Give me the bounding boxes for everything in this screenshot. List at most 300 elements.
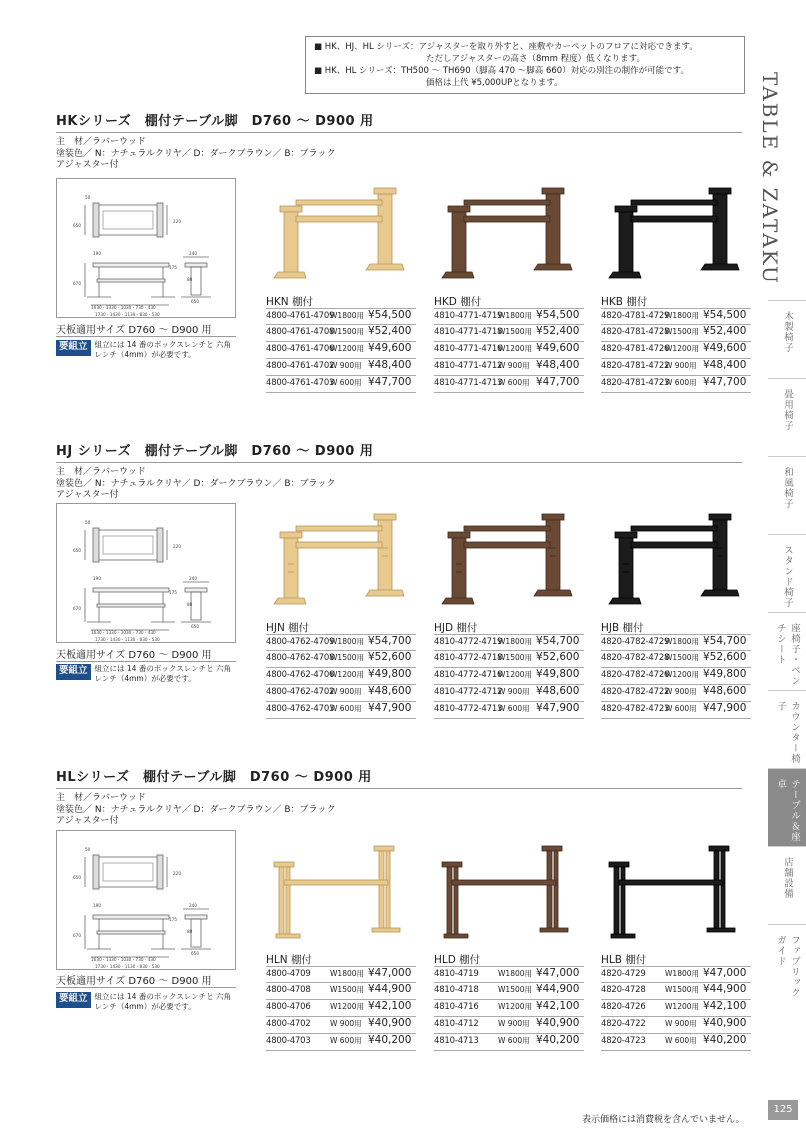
size-label: W1200用: [330, 670, 365, 679]
dimension-label: 1730・1430・1130・830・530: [95, 312, 160, 317]
product-code: 4800-4708: [266, 985, 311, 995]
dimension-label: 1630・1330・1030・730・430: [91, 957, 156, 962]
price-row: [601, 702, 751, 719]
dimension-label: 190: [93, 251, 101, 256]
price-value: ¥42,100: [703, 1000, 747, 1012]
price-row: [434, 651, 584, 668]
size-label: W1800用: [665, 637, 700, 646]
product-code: 4800-4762-4709: [266, 637, 335, 647]
size-label: W1500用: [498, 327, 533, 336]
product-code: 4810-4772-4719: [434, 637, 503, 647]
material-text: 主 材／ラバーウッド: [56, 137, 146, 147]
table-leg-photo: [434, 508, 582, 620]
price-value: ¥52,400: [368, 325, 412, 337]
price-row: [601, 325, 751, 342]
price-row: [601, 1017, 751, 1034]
product-code: 4810-4772-4713: [434, 704, 503, 714]
product-code: 4820-4781-4726: [601, 344, 670, 354]
price-row: [434, 634, 584, 651]
dimension-drawing: [56, 178, 236, 318]
price-value: ¥52,600: [703, 651, 747, 663]
price-value: ¥47,000: [536, 967, 580, 979]
side-nav-label: 木製椅子: [782, 311, 793, 353]
product-code: 4810-4713: [434, 1036, 479, 1046]
side-nav-item[interactable]: [768, 378, 806, 456]
size-label: W 900用: [330, 687, 362, 696]
product-code: 4820-4728: [601, 985, 646, 995]
side-nav-label: テーブル＆座卓: [775, 779, 800, 842]
table-leg-photo: [601, 840, 749, 952]
category-side-nav: [768, 300, 806, 1002]
size-label: W 900用: [498, 361, 530, 370]
size-label: W 900用: [330, 361, 362, 370]
product-code: 4800-4762-4702: [266, 687, 335, 697]
size-label: W1500用: [665, 653, 700, 662]
fit-divider: [56, 661, 236, 662]
fit-divider: [56, 336, 236, 337]
price-value: ¥48,600: [536, 685, 580, 697]
product-section-hl: [56, 766, 747, 1056]
table-leg-photo: [266, 840, 414, 952]
side-nav-label: 店舗設備: [782, 857, 793, 899]
size-label: W 600用: [665, 1036, 697, 1045]
dimension-label: 670: [73, 606, 81, 611]
product-code: 4820-4729: [601, 969, 646, 979]
product-code: 4810-4772-4716: [434, 670, 503, 680]
dimension-drawing-svg: [57, 179, 237, 319]
price-row: [601, 966, 751, 983]
price-row: [434, 1034, 584, 1051]
side-nav-label: 座椅子・ベンチシート: [775, 623, 800, 686]
adjuster-text: アジャスター付: [56, 160, 119, 170]
price-value: ¥54,700: [703, 635, 747, 647]
product-name: HLD 棚付: [434, 954, 481, 966]
price-row: [266, 685, 416, 702]
section-title: HJ シリーズ 棚付テーブル脚 D760 〜 D900 用: [56, 444, 374, 459]
dimension-label: 80: [187, 929, 193, 934]
assembly-text: 組立には 14 番のボックスレンチと 六角レンチ（4mm）が必要です。: [94, 992, 231, 1011]
dimension-label: 240: [189, 251, 197, 256]
size-label: W1800用: [498, 637, 533, 646]
finish-text: 塗装色／ N：ナチュラルクリヤ／ D：ダークブラウン／ B：ブラック: [56, 804, 336, 815]
size-label: W1200用: [665, 670, 700, 679]
dimension-label: 1730・1430・1130・830・530: [95, 964, 160, 969]
price-list: [601, 634, 751, 719]
dimension-label: 1630・1330・1030・730・430: [91, 305, 156, 310]
size-label: W 900用: [498, 687, 530, 696]
price-row: [266, 376, 416, 393]
product-code: 4820-4781-4729: [601, 311, 670, 321]
side-nav-item[interactable]: [768, 612, 806, 690]
page-number: 125: [768, 1100, 798, 1120]
product-code: 4800-4762-4708: [266, 653, 335, 663]
spec-block: [56, 137, 742, 172]
price-row: [601, 308, 751, 325]
product-code: 4800-4762-4703: [266, 704, 335, 714]
size-label: W1500用: [498, 653, 533, 662]
price-row: [266, 702, 416, 719]
dimension-label: 190: [93, 903, 101, 908]
section-title: HLシリーズ 棚付テーブル脚 D760 〜 D900 用: [56, 770, 372, 785]
dimension-label: 50: [85, 520, 91, 525]
dimension-label: 650: [73, 548, 81, 553]
size-label: W 900用: [665, 361, 697, 370]
side-nav-label: 和風椅子: [782, 467, 793, 509]
table-leg-photo: [266, 182, 414, 294]
dimension-label: 1730・1430・1130・830・530: [95, 637, 160, 642]
price-value: ¥40,200: [703, 1034, 747, 1046]
material-text: 主 材／ラバーウッド: [56, 793, 146, 803]
price-row: [434, 966, 584, 983]
dimension-label: 650: [73, 875, 81, 880]
price-row: [266, 966, 416, 983]
side-nav-label: カウンター椅子: [775, 701, 800, 764]
product-section-hk: [56, 110, 747, 400]
category-title-text: TABLE & ZATAKU: [758, 72, 782, 285]
price-list: [266, 966, 416, 1051]
price-list: [434, 308, 584, 393]
dimension-label: 650: [191, 299, 199, 304]
assembly-note: [56, 664, 236, 684]
finish-text: 塗装色／ N：ナチュラルクリヤ／ D：ダークブラウン／ B：ブラック: [56, 148, 336, 159]
price-row: [601, 1034, 751, 1051]
price-value: ¥47,900: [368, 702, 412, 714]
table-leg-photo: [434, 182, 582, 294]
dimension-label: 220: [173, 544, 181, 549]
material-text: 主 材／ラバーウッド: [56, 467, 146, 477]
product-code: 4820-4781-4723: [601, 378, 670, 388]
size-label: W1800用: [665, 311, 700, 320]
price-value: ¥42,100: [536, 1000, 580, 1012]
product-code: 4800-4761-4706: [266, 344, 335, 354]
price-value: ¥54,500: [368, 309, 412, 321]
size-label: W1200用: [498, 670, 533, 679]
price-row: [266, 359, 416, 376]
price-row: [266, 342, 416, 359]
price-row: [266, 668, 416, 685]
side-nav-label: 畳用椅子: [782, 389, 793, 431]
vertical-category-title: [752, 72, 802, 312]
product-name: HJB 棚付: [601, 622, 644, 634]
side-nav-label: スタンド椅子: [782, 545, 793, 608]
dimension-label: 50: [85, 847, 91, 852]
dimension-label: 50: [85, 195, 91, 200]
section-title: HKシリーズ 棚付テーブル脚 D760 〜 D900 用: [56, 114, 374, 129]
price-value: ¥47,900: [703, 702, 747, 714]
table-leg-photo: [266, 508, 414, 620]
product-code: 4820-4782-4729: [601, 637, 670, 647]
section-divider: [56, 132, 742, 133]
price-value: ¥52,600: [368, 651, 412, 663]
price-value: ¥48,400: [368, 359, 412, 371]
price-row: [266, 1034, 416, 1051]
product-code: 4800-4762-4706: [266, 670, 335, 680]
product-code: 4800-4702: [266, 1019, 311, 1029]
price-value: ¥49,600: [368, 342, 412, 354]
price-list: [266, 634, 416, 719]
price-value: ¥40,900: [368, 1017, 412, 1029]
product-code: 4800-4761-4702: [266, 361, 335, 371]
price-value: ¥47,000: [368, 967, 412, 979]
size-label: W1500用: [665, 985, 700, 994]
product-code: 4810-4771-4719: [434, 311, 503, 321]
price-value: ¥54,500: [536, 309, 580, 321]
price-value: ¥54,700: [536, 635, 580, 647]
product-name: HLB 棚付: [601, 954, 647, 966]
assembly-text: 組立には 14 番のボックスレンチと 六角レンチ（4mm）が必要です。: [94, 664, 231, 683]
size-label: W1200用: [498, 1002, 533, 1011]
product-code: 4810-4771-4716: [434, 344, 503, 354]
dimension-label: 190: [93, 576, 101, 581]
size-label: W 900用: [330, 1019, 362, 1028]
notice-box: [305, 36, 745, 94]
size-label: W1500用: [330, 653, 365, 662]
price-row: [434, 376, 584, 393]
dimension-label: 80: [187, 277, 193, 282]
price-value: ¥52,400: [536, 325, 580, 337]
product-code: 4810-4712: [434, 1019, 479, 1029]
dimension-label: 650: [191, 951, 199, 956]
product-code: 4820-4782-4728: [601, 653, 670, 663]
size-label: W 600用: [330, 1036, 362, 1045]
notice-line: ■ HK、HJ、HL シリーズ：アジャスターを取り外すと、座敷やカーペットのフロアに対応できます。: [314, 42, 698, 52]
dimension-drawing: [56, 503, 236, 643]
price-value: ¥49,600: [703, 342, 747, 354]
price-list: [434, 966, 584, 1051]
size-label: W1200用: [330, 1002, 365, 1011]
dimension-drawing-svg: [57, 504, 237, 644]
price-value: ¥47,700: [368, 376, 412, 388]
product-code: 4800-4761-4703: [266, 378, 335, 388]
notice-line: ただしアジャスターの高さ（8mm 程度）低くなります。: [426, 54, 645, 64]
price-value: ¥48,400: [703, 359, 747, 371]
size-label: W 900用: [665, 1019, 697, 1028]
price-row: [266, 1017, 416, 1034]
product-code: 4820-4782-4722: [601, 687, 670, 697]
size-label: W 900用: [498, 1019, 530, 1028]
price-row: [266, 308, 416, 325]
product-code: 4800-4706: [266, 1002, 311, 1012]
assembly-note: [56, 992, 236, 1012]
product-section-hj: [56, 440, 747, 730]
price-row: [434, 325, 584, 342]
price-row: [434, 1017, 584, 1034]
price-list: [601, 966, 751, 1051]
size-label: W1500用: [498, 985, 533, 994]
adjuster-text: アジャスター付: [56, 816, 119, 826]
size-label: W1800用: [665, 969, 700, 978]
product-code: 4820-4782-4723: [601, 704, 670, 714]
price-value: ¥47,700: [536, 376, 580, 388]
fit-size-text: 天板適用サイズ D760 〜 D900 用: [56, 650, 212, 661]
side-nav-item[interactable]: [768, 300, 806, 378]
price-row: [434, 1000, 584, 1017]
side-nav-item[interactable]: [768, 690, 806, 768]
tax-note: 表示価格には消費税を含んでいません。: [582, 1115, 745, 1125]
product-name: HKD 棚付: [434, 296, 482, 308]
size-label: W 600用: [665, 704, 697, 713]
size-label: W1800用: [498, 311, 533, 320]
price-value: ¥40,200: [536, 1034, 580, 1046]
price-value: ¥40,900: [536, 1017, 580, 1029]
price-value: ¥54,500: [703, 309, 747, 321]
price-row: [434, 359, 584, 376]
price-row: [601, 685, 751, 702]
price-value: ¥49,800: [536, 668, 580, 680]
price-value: ¥44,900: [703, 983, 747, 995]
assembly-required-badge: 要組立: [56, 340, 91, 356]
price-value: ¥47,700: [703, 376, 747, 388]
price-row: [601, 668, 751, 685]
dimension-label: 240: [189, 903, 197, 908]
product-code: 4810-4772-4712: [434, 687, 503, 697]
price-list: [601, 308, 751, 393]
side-nav-item[interactable]: [768, 924, 806, 1002]
product-code: 4810-4771-4712: [434, 361, 503, 371]
dimension-label: 650: [191, 624, 199, 629]
price-row: [434, 308, 584, 325]
size-label: W 600用: [330, 704, 362, 713]
product-name: HJN 棚付: [266, 622, 310, 634]
product-code: 4810-4772-4718: [434, 653, 503, 663]
size-label: W 900用: [665, 687, 697, 696]
size-label: W1800用: [330, 311, 365, 320]
product-code: 4800-4703: [266, 1036, 311, 1046]
fit-size-text: 天板適用サイズ D760 〜 D900 用: [56, 976, 212, 987]
price-row: [266, 634, 416, 651]
size-label: W1500用: [665, 327, 700, 336]
side-nav-item[interactable]: [768, 846, 806, 924]
product-code: 4820-4781-4728: [601, 327, 670, 337]
assembly-required-badge: 要組立: [56, 664, 91, 680]
price-value: ¥44,900: [536, 983, 580, 995]
price-value: ¥49,800: [368, 668, 412, 680]
side-nav-item[interactable]: [768, 534, 806, 612]
dimension-drawing: [56, 830, 236, 970]
product-code: 4810-4719: [434, 969, 479, 979]
price-row: [434, 702, 584, 719]
price-row: [266, 1000, 416, 1017]
side-nav-item[interactable]: [768, 768, 806, 846]
price-row: [601, 376, 751, 393]
product-name: HJD 棚付: [434, 622, 478, 634]
price-row: [434, 342, 584, 359]
size-label: W1500用: [330, 327, 365, 336]
spec-block: [56, 793, 742, 828]
size-label: W1200用: [665, 1002, 700, 1011]
section-divider: [56, 788, 742, 789]
dimension-label: 670: [73, 281, 81, 286]
size-label: W 600用: [498, 704, 530, 713]
price-row: [601, 651, 751, 668]
dimension-label: 220: [173, 219, 181, 224]
size-label: W 600用: [498, 378, 530, 387]
section-divider: [56, 462, 742, 463]
size-label: W1200用: [665, 344, 700, 353]
product-code: 4810-4718: [434, 985, 479, 995]
price-row: [266, 983, 416, 1000]
price-value: ¥40,200: [368, 1034, 412, 1046]
price-row: [434, 685, 584, 702]
spec-block: [56, 467, 742, 502]
price-row: [601, 634, 751, 651]
price-list: [434, 634, 584, 719]
price-row: [601, 359, 751, 376]
product-code: 4820-4723: [601, 1036, 646, 1046]
price-value: ¥48,400: [536, 359, 580, 371]
price-row: [266, 325, 416, 342]
price-value: ¥49,600: [536, 342, 580, 354]
product-code: 4800-4761-4708: [266, 327, 335, 337]
price-value: ¥44,900: [368, 983, 412, 995]
price-value: ¥40,900: [703, 1017, 747, 1029]
dimension-label: 175: [169, 590, 177, 595]
size-label: W1800用: [330, 637, 365, 646]
price-value: ¥47,000: [703, 967, 747, 979]
product-code: 4800-4709: [266, 969, 311, 979]
fit-size-text: 天板適用サイズ D760 〜 D900 用: [56, 325, 212, 336]
size-label: W 600用: [330, 378, 362, 387]
price-value: ¥48,600: [703, 685, 747, 697]
price-value: ¥48,600: [368, 685, 412, 697]
dimension-label: 650: [73, 223, 81, 228]
side-nav-label: ファブリックガイド: [775, 935, 800, 998]
product-name: HKN 棚付: [266, 296, 313, 308]
side-nav-item[interactable]: [768, 456, 806, 534]
price-row: [266, 651, 416, 668]
price-row: [601, 983, 751, 1000]
price-value: ¥47,900: [536, 702, 580, 714]
dimension-label: 175: [169, 265, 177, 270]
notice-line: 価格は上代 ¥5,000UPとなります。: [426, 78, 563, 88]
product-code: 4810-4771-4713: [434, 378, 503, 388]
fit-divider: [56, 987, 236, 988]
price-value: ¥42,100: [368, 1000, 412, 1012]
size-label: W1200用: [330, 344, 365, 353]
product-code: 4820-4782-4726: [601, 670, 670, 680]
product-code: 4820-4722: [601, 1019, 646, 1029]
table-leg-photo: [601, 182, 749, 294]
assembly-required-badge: 要組立: [56, 992, 91, 1008]
price-row: [601, 1000, 751, 1017]
price-list: [266, 308, 416, 393]
table-leg-photo: [601, 508, 749, 620]
price-row: [434, 983, 584, 1000]
product-code: 4800-4761-4709: [266, 311, 335, 321]
dimension-label: 670: [73, 933, 81, 938]
size-label: W 600用: [498, 1036, 530, 1045]
price-row: [601, 342, 751, 359]
price-row: [434, 668, 584, 685]
assembly-text: 組立には 14 番のボックスレンチと 六角レンチ（4mm）が必要です。: [94, 340, 231, 359]
notice-line: ■ HK、HL シリーズ：TH500 〜 TH690（脚高 470 〜脚高 660）対応の別注の制作が可能です。: [314, 66, 689, 76]
adjuster-text: アジャスター付: [56, 490, 119, 500]
assembly-note: [56, 340, 236, 360]
price-value: ¥52,400: [703, 325, 747, 337]
product-code: 4810-4771-4718: [434, 327, 503, 337]
price-value: ¥49,800: [703, 668, 747, 680]
product-code: 4810-4716: [434, 1002, 479, 1012]
product-code: 4820-4726: [601, 1002, 646, 1012]
product-name: HLN 棚付: [266, 954, 312, 966]
dimension-label: 1630・1330・1030・730・430: [91, 630, 156, 635]
dimension-label: 175: [169, 917, 177, 922]
product-code: 4820-4781-4722: [601, 361, 670, 371]
dimension-label: 220: [173, 871, 181, 876]
price-value: ¥54,700: [368, 635, 412, 647]
size-label: W1200用: [498, 344, 533, 353]
dimension-label: 80: [187, 602, 193, 607]
